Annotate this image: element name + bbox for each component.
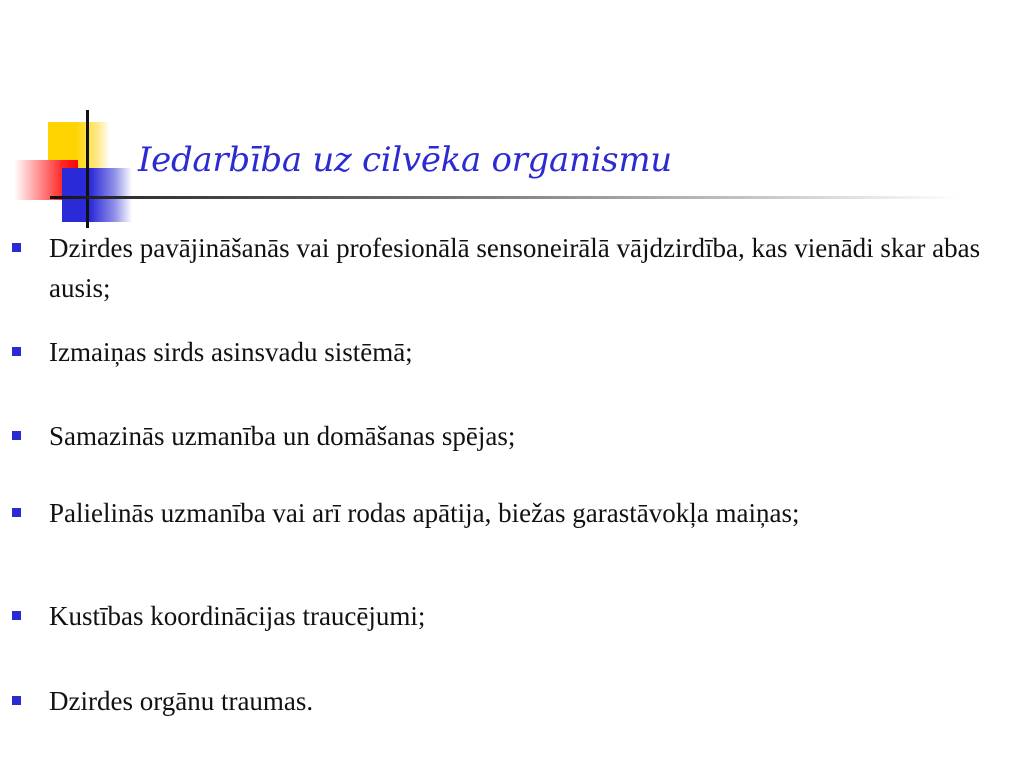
bullet-text: Dzirdes orgānu traumas.	[49, 686, 314, 716]
square-bullet-icon	[12, 347, 21, 356]
bullet-text: Samazinās uzmanība un domāšanas spējas;	[49, 421, 516, 451]
square-bullet-icon	[12, 243, 21, 252]
list-item	[12, 596, 1002, 636]
list-item	[12, 493, 1002, 533]
list-item	[12, 228, 1002, 308]
list-item	[12, 416, 1002, 456]
list-item	[12, 681, 1002, 721]
bullet-text: Palielinās uzmanība vai arī rodas apātija, biežas garastāvokļa maiņas;	[49, 498, 800, 528]
bullet-text: Dzirdes pavājināšanās vai profesionālā sensoneirālā vājdzirdība, kas vienādi skar abas ausis;	[49, 233, 981, 303]
slide-title: Iedarbība uz cilvēka organismu	[138, 140, 672, 180]
bullet-text: Kustības koordinācijas traucējumi;	[49, 601, 426, 631]
bullet-text: Izmaiņas sirds asinsvadu sistēmā;	[49, 337, 413, 367]
list-item	[12, 332, 1002, 372]
square-bullet-icon	[12, 611, 21, 620]
square-bullet-icon	[12, 696, 21, 705]
square-bullet-icon	[12, 508, 21, 517]
square-bullet-icon	[12, 431, 21, 440]
